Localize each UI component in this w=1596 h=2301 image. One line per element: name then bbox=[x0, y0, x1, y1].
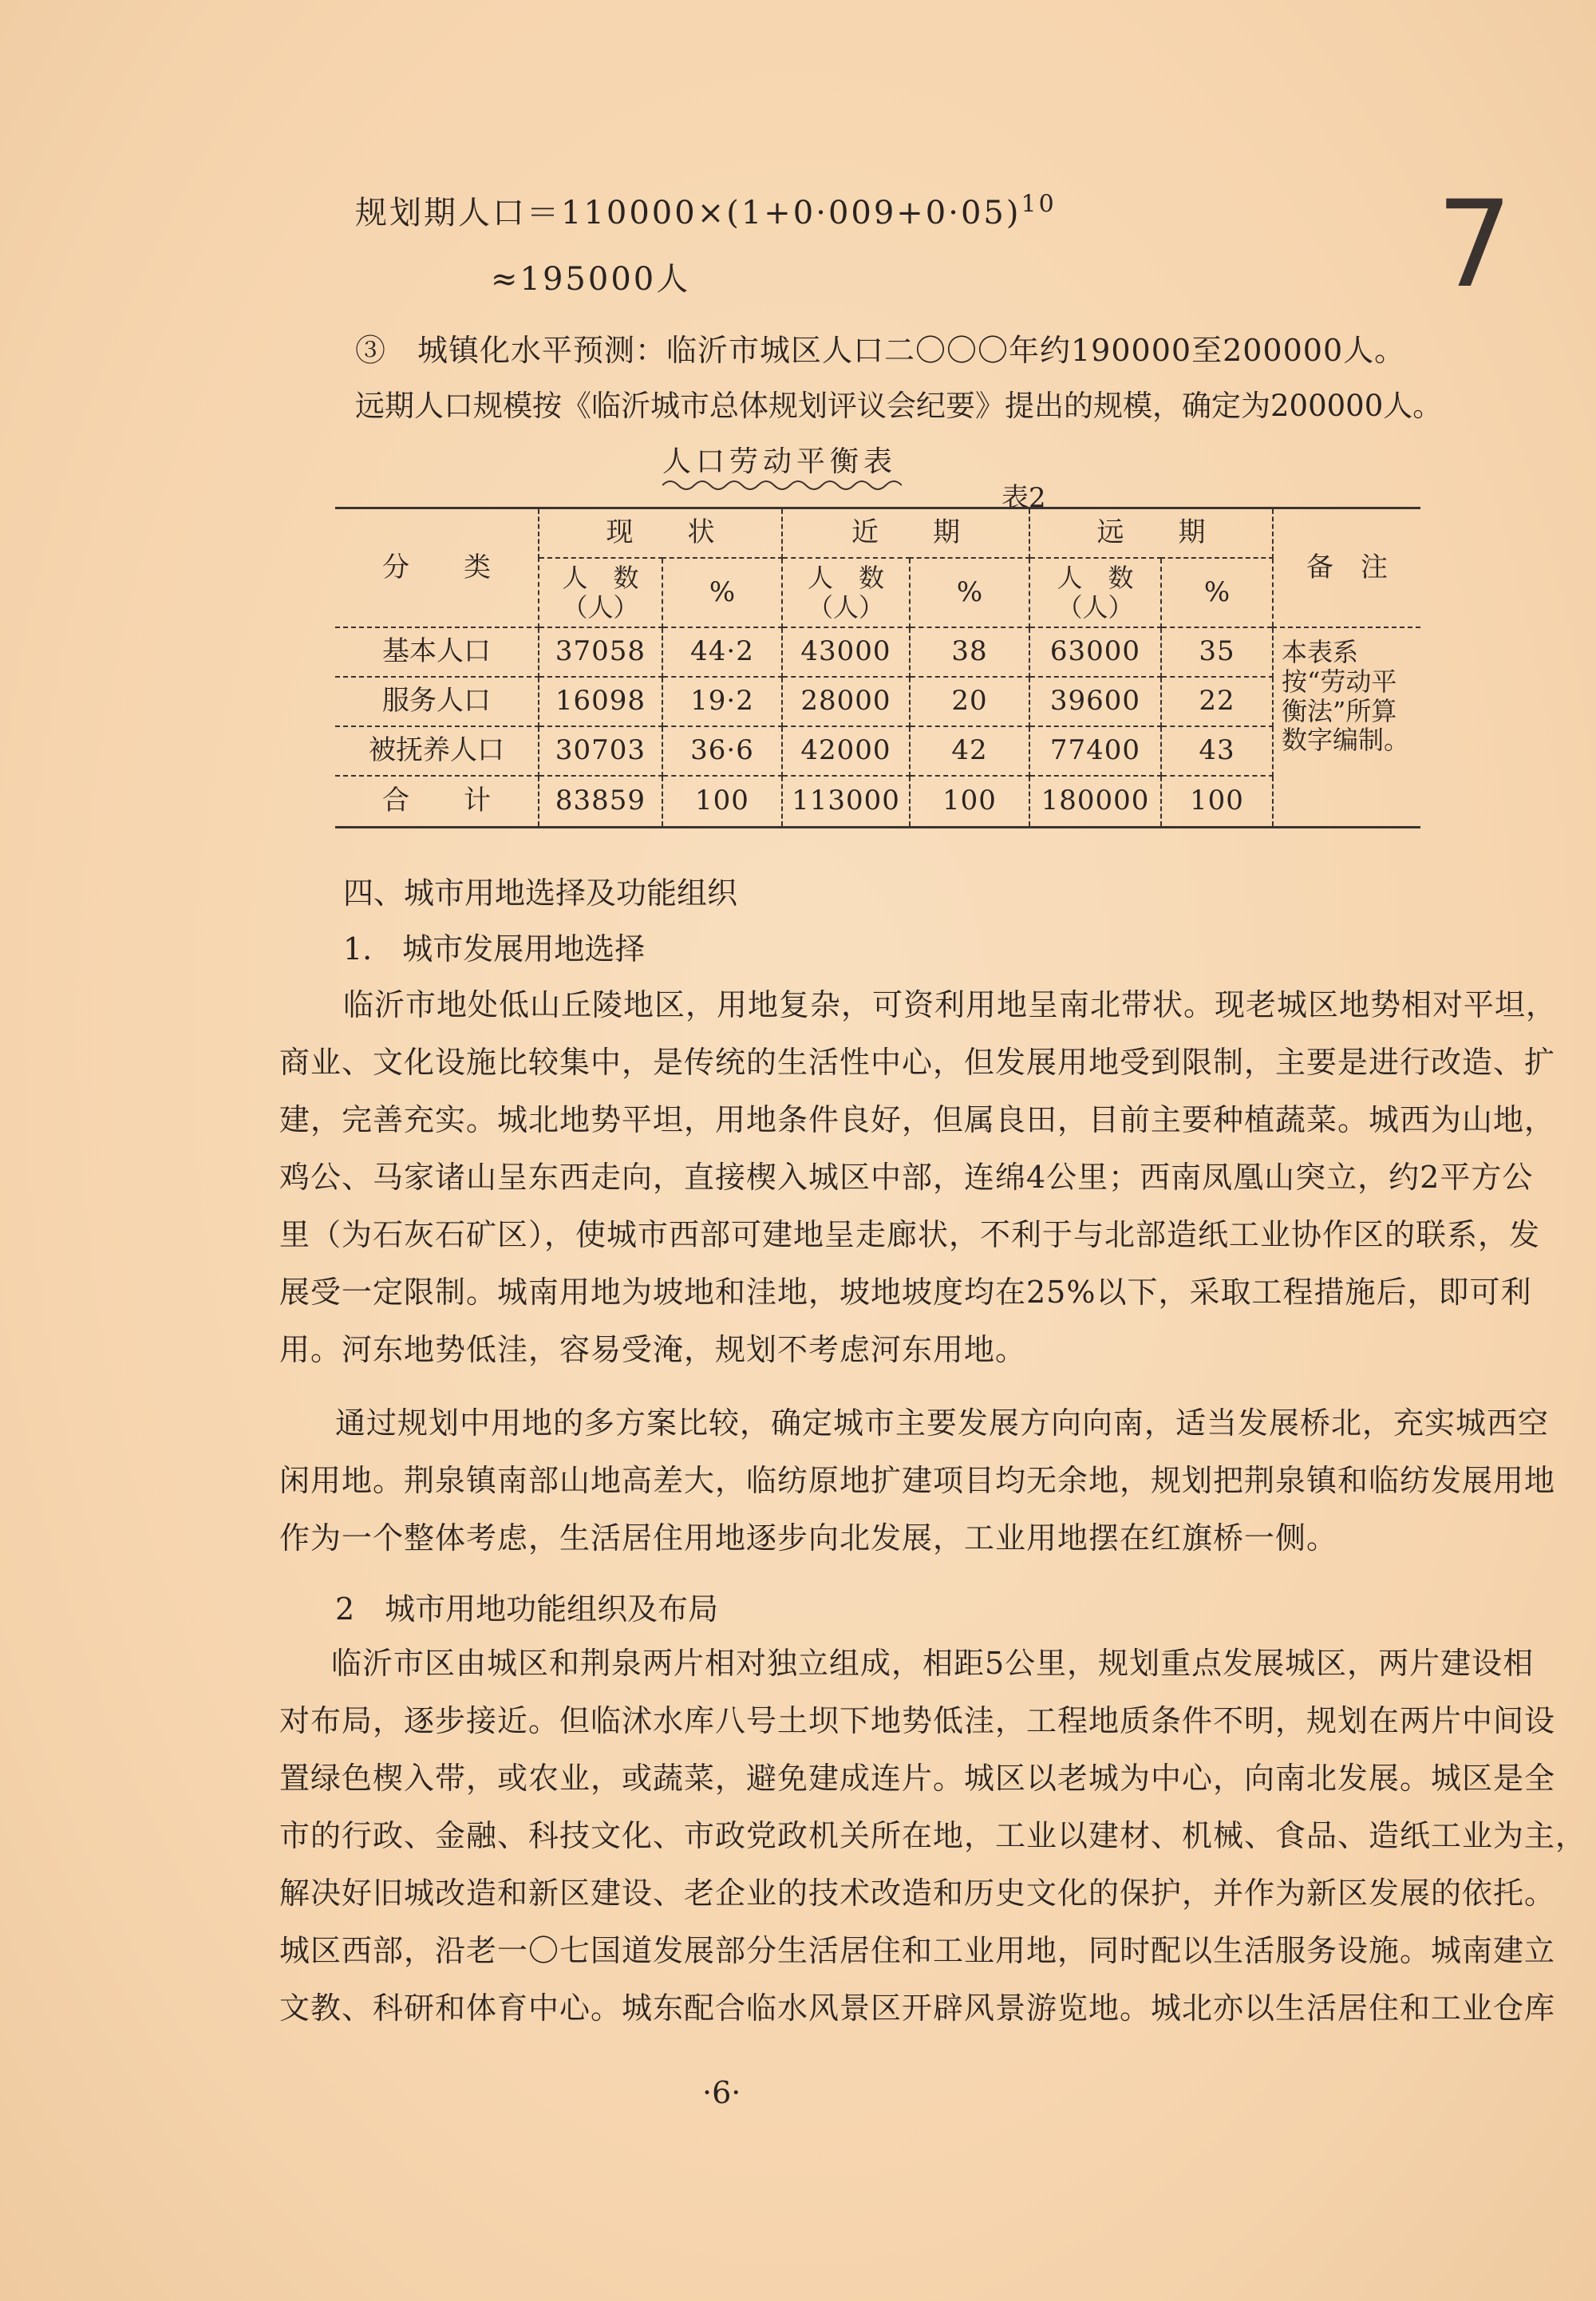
paragraph-1-line: 里（为石灰石矿区），使城市西部可建地呈走廊状，不利于与北部造纸工业协作区的联系，发 bbox=[279, 1217, 1541, 1252]
formula-exponent: 10 bbox=[1021, 190, 1057, 219]
section-4-title: 四、城市用地选择及功能组织 bbox=[343, 876, 738, 911]
table-label: 表2 bbox=[1001, 482, 1046, 514]
paragraph-2-line: 通过规划中用地的多方案比较，确定城市主要发展方向向南，适当发展桥北，充实城西空 bbox=[335, 1406, 1550, 1441]
cell-far-pct: 35 bbox=[1161, 627, 1273, 677]
header-pct: % bbox=[1161, 558, 1273, 627]
paragraph-3-line: 置绿色楔入带，或农业，或蔬菜，避免建成连片。城区以老城为中心，向南北发展。城区是全 bbox=[279, 1761, 1556, 1796]
formula-line-1 bbox=[355, 188, 1057, 233]
header-count: 人 数（人） bbox=[782, 558, 910, 627]
cell-far-count: 63000 bbox=[1029, 627, 1161, 677]
cell-near-count: 42000 bbox=[782, 726, 910, 776]
cell-near-count: 43000 bbox=[782, 627, 910, 677]
paragraph-1-line: 鸡公、马家诸山呈东西走向，直接楔入城区中部，连绵4公里；西南凤凰山突立，约2平方公 bbox=[279, 1160, 1534, 1195]
caption-underline bbox=[662, 477, 902, 493]
page-number: ·6· bbox=[702, 2075, 741, 2110]
cell-far-pct: 43 bbox=[1161, 726, 1273, 776]
paragraph-2-line: 闲用地。荆泉镇南部山地高差大，临纺原地扩建项目均无余地，规划把荆泉镇和临纺发展用地 bbox=[279, 1463, 1556, 1498]
header-count: 人 数（人） bbox=[1029, 558, 1161, 627]
paragraph-1-line: 展受一定限制。城南用地为坡地和洼地，坡地坡度均在25%以下，采取工程措施后，即可利 bbox=[279, 1275, 1532, 1310]
population-labor-table bbox=[335, 507, 1420, 828]
header-current: 现 状 bbox=[539, 508, 782, 559]
cell-near-count: 28000 bbox=[782, 677, 910, 726]
cell-current-count: 37058 bbox=[539, 627, 662, 677]
header-pct: % bbox=[662, 558, 782, 627]
header-far: 远 期 bbox=[1029, 508, 1273, 559]
row-name: 基本人口 bbox=[335, 627, 539, 677]
table-caption: 人口劳动平衡表 bbox=[662, 445, 898, 478]
cell-near-pct: 100 bbox=[910, 776, 1029, 828]
paragraph-3-line: 市的行政、金融、科技文化、市政党政机关所在地，工业以建材、机械、食品、造纸工业为主， bbox=[279, 1818, 1587, 1853]
paragraph-3-line: 文教、科研和体育中心。城东配合临水风景区开辟风景游览地。城北亦以生活居住和工业仓库 bbox=[279, 1991, 1556, 2026]
formula-line-2: ≈195000人 bbox=[491, 261, 691, 298]
paragraph-3-line: 城区西部，沿老一〇七国道发展部分生活居住和工业用地，同时配以生活服务设施。城南建立 bbox=[279, 1933, 1556, 1968]
table-header-row-1 bbox=[335, 508, 1420, 559]
paragraph-1-line: 用。河东地势低洼，容易受淹，规划不考虑河东用地。 bbox=[279, 1332, 1027, 1367]
cell-near-pct: 38 bbox=[910, 627, 1029, 677]
cell-far-pct: 22 bbox=[1161, 677, 1273, 726]
paragraph-1-line: 临沂市地处低山丘陵地区，用地复杂，可资利用地呈南北带状。现老城区地势相对平坦， bbox=[343, 987, 1558, 1022]
cell-current-pct: 44·2 bbox=[662, 627, 782, 677]
formula-text: 规划期人口＝110000×(1+0·009+0·05) bbox=[355, 195, 1021, 231]
header-category: 分 类 bbox=[335, 508, 539, 628]
cell-far-count: 77400 bbox=[1029, 726, 1161, 776]
para3-line-2: 远期人口规模按《临沂城市总体规划评议会纪要》提出的规模，确定为200000人。 bbox=[355, 389, 1443, 423]
paragraph-3-line: 对布局，逐步接近。但临沭水库八号土坝下地势低洼，工程地质条件不明，规划在两片中间设 bbox=[279, 1703, 1556, 1738]
cell-near-count: 113000 bbox=[782, 776, 910, 828]
row-name: 服务人口 bbox=[335, 677, 539, 726]
table-row bbox=[335, 677, 1420, 726]
cell-current-count: 16098 bbox=[539, 677, 662, 726]
header-near: 近 期 bbox=[782, 508, 1029, 559]
paragraph-1-line: 建，完善充实。城北地势平坦，用地条件良好，但属良田，目前主要种植蔬菜。城西为山地， bbox=[279, 1102, 1556, 1137]
paragraph-1-line: 商业、文化设施比较集中，是传统的生活性中心，但发展用地受到限制，主要是进行改造、扩 bbox=[279, 1045, 1556, 1080]
cell-current-count: 83859 bbox=[539, 776, 662, 828]
para3-line-1: ③ 城镇化水平预测：临沂市城区人口二〇〇〇年约190000至200000人。 bbox=[355, 333, 1406, 368]
cell-current-count: 30703 bbox=[539, 726, 662, 776]
page-corner-mark: 7 bbox=[1436, 176, 1513, 314]
subsection-2-title: 2 城市用地功能组织及布局 bbox=[335, 1591, 719, 1627]
cell-current-pct: 19·2 bbox=[662, 677, 782, 726]
header-count: 人 数（人） bbox=[539, 558, 662, 627]
row-name: 被抚养人口 bbox=[335, 726, 539, 776]
header-pct: % bbox=[910, 558, 1029, 627]
row-name: 合 计 bbox=[335, 776, 539, 828]
cell-current-pct: 36·6 bbox=[662, 726, 782, 776]
paragraph-3-line: 临沂市区由城区和荆泉两片相对独立组成，相距5公里，规划重点发展城区，两片建设相 bbox=[331, 1646, 1535, 1681]
table-note: 本表系按“劳动平衡法”所算数字编制。 bbox=[1273, 627, 1420, 828]
paragraph-2-line: 作为一个整体考虑，生活居住用地逐步向北发展，工业用地摆在红旗桥一侧。 bbox=[279, 1520, 1338, 1556]
cell-far-count: 39600 bbox=[1029, 677, 1161, 726]
cell-near-pct: 42 bbox=[910, 726, 1029, 776]
cell-far-pct: 100 bbox=[1161, 776, 1273, 828]
subsection-1-title: 1. 城市发展用地选择 bbox=[343, 931, 646, 967]
paragraph-3-line: 解决好旧城改造和新区建设、老企业的技术改造和历史文化的保护，并作为新区发展的依托。 bbox=[279, 1876, 1556, 1911]
table-row bbox=[335, 627, 1420, 677]
header-note: 备 注 bbox=[1273, 508, 1420, 628]
cell-current-pct: 100 bbox=[662, 776, 782, 828]
cell-near-pct: 20 bbox=[910, 677, 1029, 726]
cell-far-count: 180000 bbox=[1029, 776, 1161, 828]
table-row bbox=[335, 726, 1420, 776]
table-total-row bbox=[335, 776, 1420, 828]
